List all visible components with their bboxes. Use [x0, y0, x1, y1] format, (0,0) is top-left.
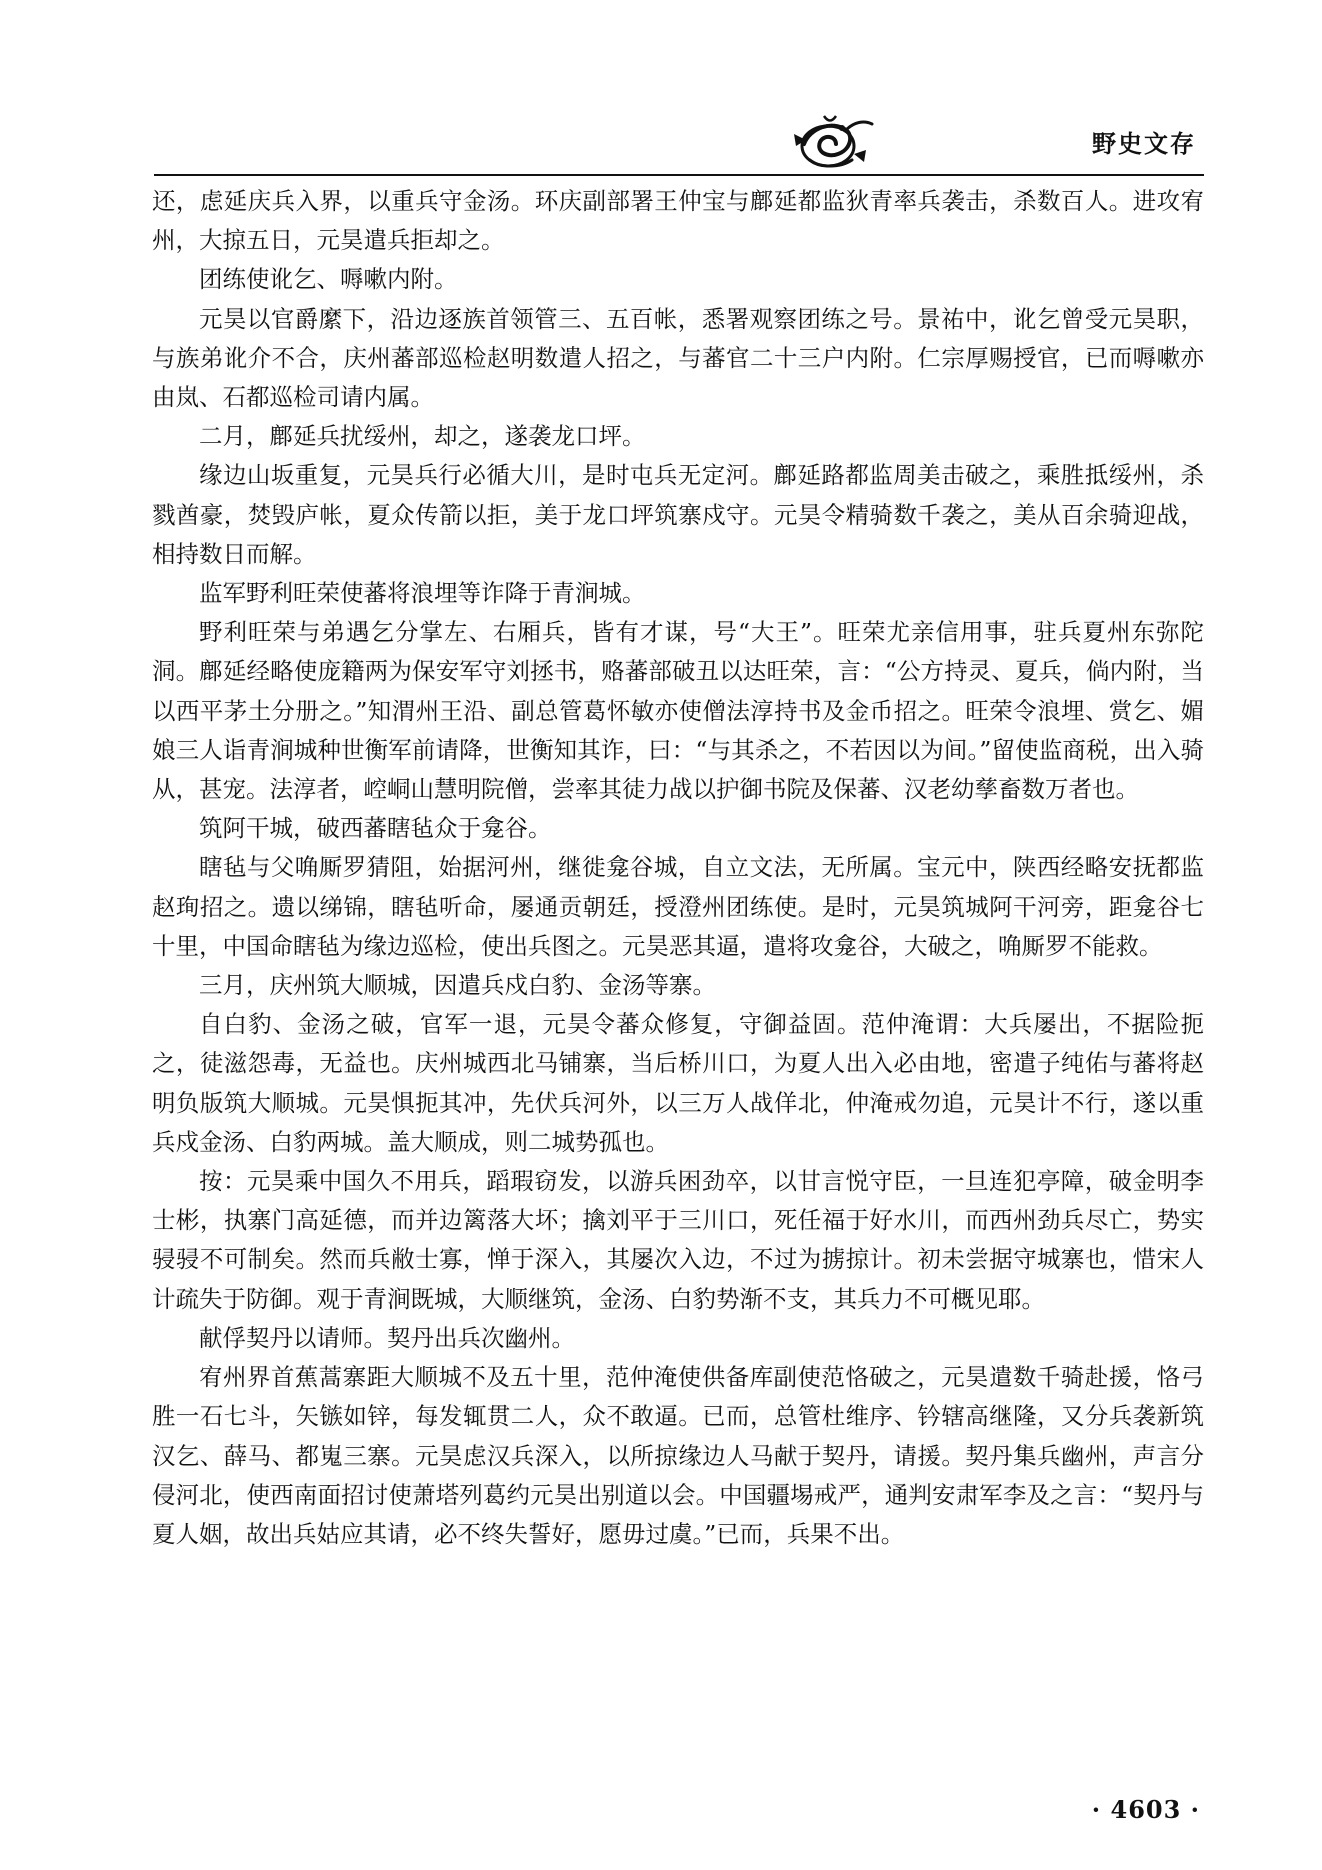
paragraph: 自白豹、金汤之破，官军一退，元昊令蕃众修复，守御益固。范仲淹谓：大兵屡出，不据险扼之，徒滋怨毒，无益也。庆州城西北马铺寨，当后桥川口，为夏人出入必由地，密遣子纯佑与蕃将赵明负版筑大顺城。元昊惧扼其冲，先伏兵河外，以三万人战佯北，仲淹戒勿追，元昊计不行，遂以重兵戍金汤、白豹两城。盖大顺成，则二城势孤也。 — [152, 1010, 1204, 1156]
body-text — [152, 182, 1204, 1554]
paragraph: 元昊以官爵縻下，沿边逐族首领管三、五百帐，悉署观察团练之号。景祐中，讹乞曾受元昊职，与族弟讹介不合，庆州蕃部巡检赵明数遣人招之，与蕃官二十三户内附。仁宗厚赐授官，已而嗕嗽亦由岚、石都巡检司请内属。 — [152, 304, 1204, 412]
paragraph-heading: 监军野利旺荣使蕃将浪埋等诈降于青涧城。 — [199, 579, 646, 608]
paragraph: 瞎毡与父唃厮罗猜阻，始据河州，继徙龛谷城，自立文法，无所属。宝元中，陕西经略安抚都监赵珣招之。遗以绨锦，瞎毡听命，屡通贡朝廷，授澄州团练使。是时，元昊筑城阿干河旁，距龛谷七十里，中国命瞎毡为缘边巡检，使出兵图之。元昊恶其逼，遣将攻龛谷，大破之，唃厮罗不能救。 — [152, 853, 1204, 960]
paragraph: 宥州界首蕉蒿寨距大顺城不及五十里，范仲淹使供备库副使范恪破之，元昊遣数千骑赴援，恪弓胜一石七斗，矢镞如锌，每发辄贯二人，众不敢逼。已而，总管杜维序、钤辖高继隆，又分兵袭新筑汉乞、薛马、都嵬三寨。元昊虑汉兵深入，以所掠缘边人马献于契丹，请援。契丹集兵幽州，声言分侵河北，使西南面招讨使萧塔列葛约元昊出别道以会。中国疆埸戒严，通判安肃军李及之言：“契丹与夏人姻，故出兵姑应其请，必不终失誓好，愿毋过虞。”已而，兵果不出。 — [152, 1363, 1204, 1548]
series-title: 野史文存 — [1092, 130, 1196, 158]
running-header — [154, 100, 1204, 176]
paragraph-heading: 三月，庆州筑大顺城，因遣兵戍白豹、金汤等寨。 — [199, 971, 716, 1000]
paragraph-heading: 团练使讹乞、嗕嗽内附。 — [199, 265, 458, 294]
paragraph-commentary: 按：元昊乘中国久不用兵，蹈瑕窃发，以游兵困劲卒，以甘言悦守臣，一旦连犯亭障，破金明李士彬，执寨门高延德，而并边篱落大坏；擒刘平于三川口，死任福于好水川，而西州劲兵尽亡，势实骎骎不可制矣。然而兵敝士寡，惮于深入，其屡次入边，不过为掳掠计。初未尝据守城寨也，惜宋人计疏失于防御。观于青涧既城，大顺继筑，金汤、白豹势渐不支，其兵力不可概见耶。 — [152, 1167, 1204, 1313]
page-number: · 4603 · — [1091, 1795, 1200, 1824]
paragraph: 缘边山坂重复，元昊兵行必循大川，是时屯兵无定河。鄜延路都监周美击破之，乘胜抵绥州，杀戮酋豪，焚毁庐帐，夏众传箭以拒，美于龙口坪筑寨戍守。元昊令精骑数千袭之，美从百余骑迎战，相持数日而解。 — [152, 461, 1204, 568]
paragraph: 野利旺荣与弟遇乞分掌左、右厢兵，皆有才谋，号“大王”。旺荣尤亲信用事，驻兵夏州东弥陀洞。鄜延经略使庞籍两为保安军守刘拯书，赂蕃部破丑以达旺荣，言：“公方持灵、夏兵，倘内附，当以西平茅土分册之。”知渭州王沿、副总管葛怀敏亦使僧法淳持书及金币招之。旺荣令浪埋、赏乞、媚娘三人诣青涧城种世衡军前请降，世衡知其诈，曰：“与其杀之，不若因以为间。”留使监商税，出入骑从，甚宠。法淳者，崆峒山慧明院僧，尝率其徒力战以护御书院及保蕃、汉老幼孳畜数万者也。 — [152, 618, 1204, 804]
header-rule — [154, 174, 1204, 176]
paragraph-heading: 二月，鄜延兵扰绥州，却之，遂袭龙口坪。 — [199, 422, 646, 451]
dragon-logo-icon — [780, 110, 880, 172]
paragraph-heading: 献俘契丹以请师。契丹出兵次幽州。 — [199, 1323, 575, 1352]
paragraph: 还，虑延庆兵入界，以重兵守金汤。环庆副部署王仲宝与鄜延都监狄青率兵袭击，杀数百人。进攻宥州，大掠五日，元昊遣兵拒却之。 — [152, 187, 1204, 255]
paragraph-heading: 筑阿干城，破西蕃瞎毡众于龛谷。 — [199, 814, 552, 843]
